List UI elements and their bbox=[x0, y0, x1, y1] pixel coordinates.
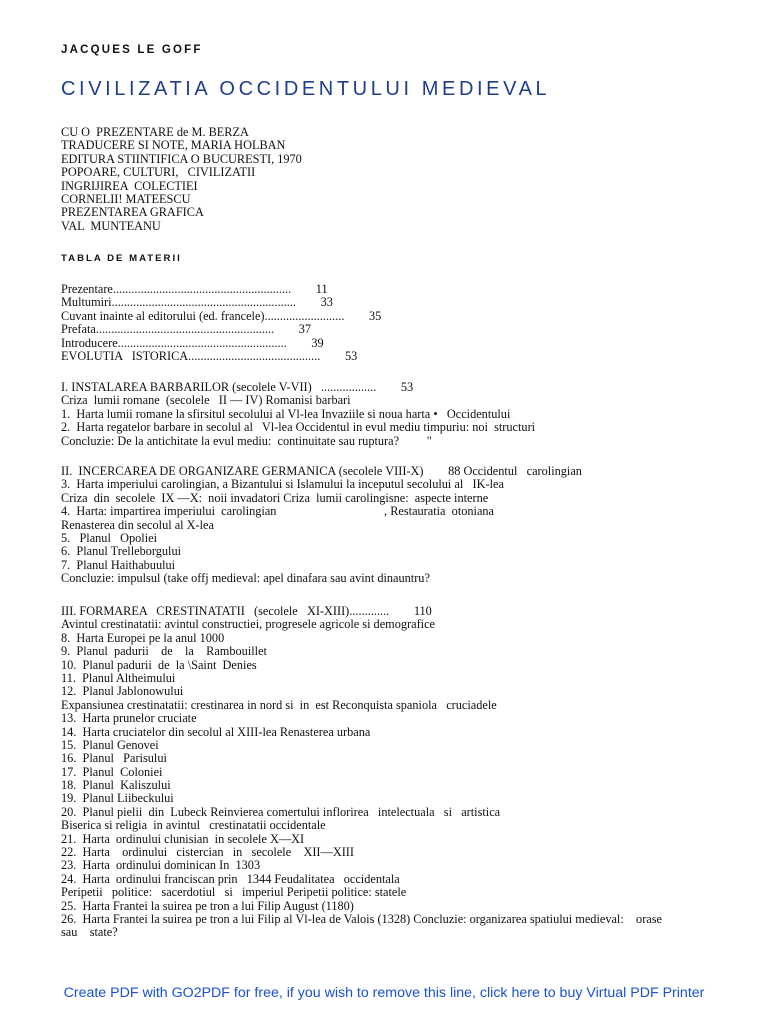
intro-line: EDITURA STIINTIFICA O BUCURESTI, 1970 bbox=[61, 151, 302, 166]
section-1 bbox=[61, 381, 535, 448]
section-line: 13. Harta prunelor cruciate bbox=[61, 711, 197, 726]
section-line: I. INSTALAREA BARBARILOR (secolele V-VII) .................. 53 bbox=[61, 380, 414, 394]
section-line: Peripetii politice: sacerdotiul si imperiul Peripetii politice: statele bbox=[61, 885, 407, 900]
section-line: Biserica si religia in avintul crestinatatii occidentale bbox=[61, 818, 326, 833]
section-line: 6. Planul Trelleborgului bbox=[61, 544, 182, 559]
section-line: 21. Harta ordinului clunisian in secolele X—XI bbox=[61, 831, 305, 846]
section-line: 20. Planul pielii din Lubeck Reinvierea comertului inflorirea intelectuala si artistica bbox=[61, 804, 501, 819]
toc-line: EVOLUTIA ISTORICA........................................... 53 bbox=[61, 348, 358, 363]
toc-line: Multumiri............................................................ 33 bbox=[61, 295, 333, 310]
section-line: 14. Harta cruciatelor din secolul al XIII-lea Renasterea urbana bbox=[61, 724, 371, 739]
section-line: 7. Planul Haithabuului bbox=[61, 557, 176, 572]
section-line: 23. Harta ordinului dominican In 1303 bbox=[61, 858, 261, 873]
section-line: 25. Harta Frantei la suirea pe tron a lui Filip August (1180) bbox=[61, 898, 354, 913]
section-line: Avintul crestinatatii: avintul constructiei, progresele agricole si demografice bbox=[61, 617, 436, 632]
intro-line: CU O PREZENTARE de M. BERZA bbox=[61, 125, 249, 139]
intro-line: VAL MUNTEANU bbox=[61, 218, 161, 233]
intro-line: CORNELII! MATEESCU bbox=[61, 191, 191, 206]
intro-block bbox=[61, 126, 302, 233]
go2pdf-footer-link[interactable]: Create PDF with GO2PDF for free, if you wish to remove this line, click here to buy Virtual PDF Printer bbox=[63, 985, 705, 1001]
section-line: 1. Harta lumii romane la sfirsitul secolului al Vl-lea Invaziile si noua harta • Occidentului bbox=[61, 406, 511, 421]
section-line: III. FORMAREA CRESTINATATII (secolele XI-XIII)............. 110 bbox=[61, 604, 432, 618]
toc-line: Cuvant inainte al editorului (ed. francele).......................... 35 bbox=[61, 308, 382, 323]
toc-heading: TABLA DE MATERII bbox=[61, 253, 182, 264]
section-3 bbox=[61, 605, 662, 940]
section-line: 16. Planul Parisului bbox=[61, 751, 167, 766]
section-line: 18. Planul Kaliszului bbox=[61, 778, 171, 793]
section-line: 12. Planul Jablonowului bbox=[61, 684, 184, 699]
section-line: II. INCERCAREA DE ORGANIZARE GERMANICA (secolele VIII-X) 88 Occidentul carolingian bbox=[61, 464, 582, 478]
section-2 bbox=[61, 465, 582, 586]
toc-line: Prezentare.......................................................... 11 bbox=[61, 282, 328, 296]
section-line: 19. Planul Liibeckului bbox=[61, 791, 174, 806]
section-line: Criza lumii romane (secolele II — IV) Romanisi barbari bbox=[61, 393, 351, 408]
section-line: 11. Planul Altheimului bbox=[61, 670, 176, 685]
section-line: 5. Planul Opoliei bbox=[61, 530, 157, 545]
book-title: CIVILIZATIA OCCIDENTULUI MEDIEVAL bbox=[61, 78, 551, 100]
section-line: 24. Harta ordinului franciscan prin 1344 Feudalitatea occidentala bbox=[61, 871, 400, 886]
section-line: 8. Harta Europei pe la anul 1000 bbox=[61, 630, 225, 645]
section-line: Criza din secolele IX —X: noii invadatori Criza lumii carolingisne: aspecte interne bbox=[61, 490, 489, 505]
section-line: Concluzie: impulsul (take offj medieval: apel dinafara sau avint dinauntru? bbox=[61, 571, 430, 586]
toc-line: Prefata.......................................................... 37 bbox=[61, 322, 312, 337]
section-line: 3. Harta imperiului carolingian, a Bizantului si Islamului la inceputul secolului al IK-lea bbox=[61, 477, 504, 492]
intro-line: POPOARE, CULTURI, CIVILIZATII bbox=[61, 165, 256, 180]
section-line: 10. Planul padurii de la \Saint Denies bbox=[61, 657, 257, 672]
section-line: 15. Planul Genovei bbox=[61, 737, 159, 752]
section-line: 17. Planul Coloniei bbox=[61, 764, 163, 779]
section-line: 9. Planul padurii de la Rambouillet bbox=[61, 644, 267, 659]
intro-line: INGRIJIREA COLECTIEI bbox=[61, 178, 198, 193]
toc-block bbox=[61, 283, 381, 363]
intro-line: TRADUCERE SI NOTE, MARIA HOLBAN bbox=[61, 138, 286, 153]
section-line: Renasterea din secolul al X-lea bbox=[61, 517, 214, 532]
intro-line: PREZENTAREA GRAFICA bbox=[61, 205, 204, 220]
section-line: 2. Harta regatelor barbare in secolul al Vl-lea Occidentul in evul mediu timpuriu: noi structuri bbox=[61, 420, 536, 435]
section-line: 26. Harta Frantei la suirea pe tron a lui Filip al Vl-lea de Valois (1328) Concluzie: organizarea spatiului medieval: orase bbox=[61, 911, 663, 926]
section-line: 4. Harta: impartirea imperiului carolingian , Restauratia otoniana bbox=[61, 504, 495, 519]
section-line: 22. Harta ordinului cistercian in secolele XII—XIII bbox=[61, 845, 354, 860]
section-line: sau state? bbox=[61, 925, 118, 940]
section-line: Concluzie: De la antichitate la evul mediu: continuitate sau ruptura? " bbox=[61, 433, 432, 448]
section-line: Expansiunea crestinatatii: crestinarea in nord si in est Reconquista spaniola cruciadele bbox=[61, 697, 497, 712]
toc-line: Introducere....................................................... 39 bbox=[61, 335, 324, 350]
author-name: JACQUES LE GOFF bbox=[61, 44, 203, 56]
